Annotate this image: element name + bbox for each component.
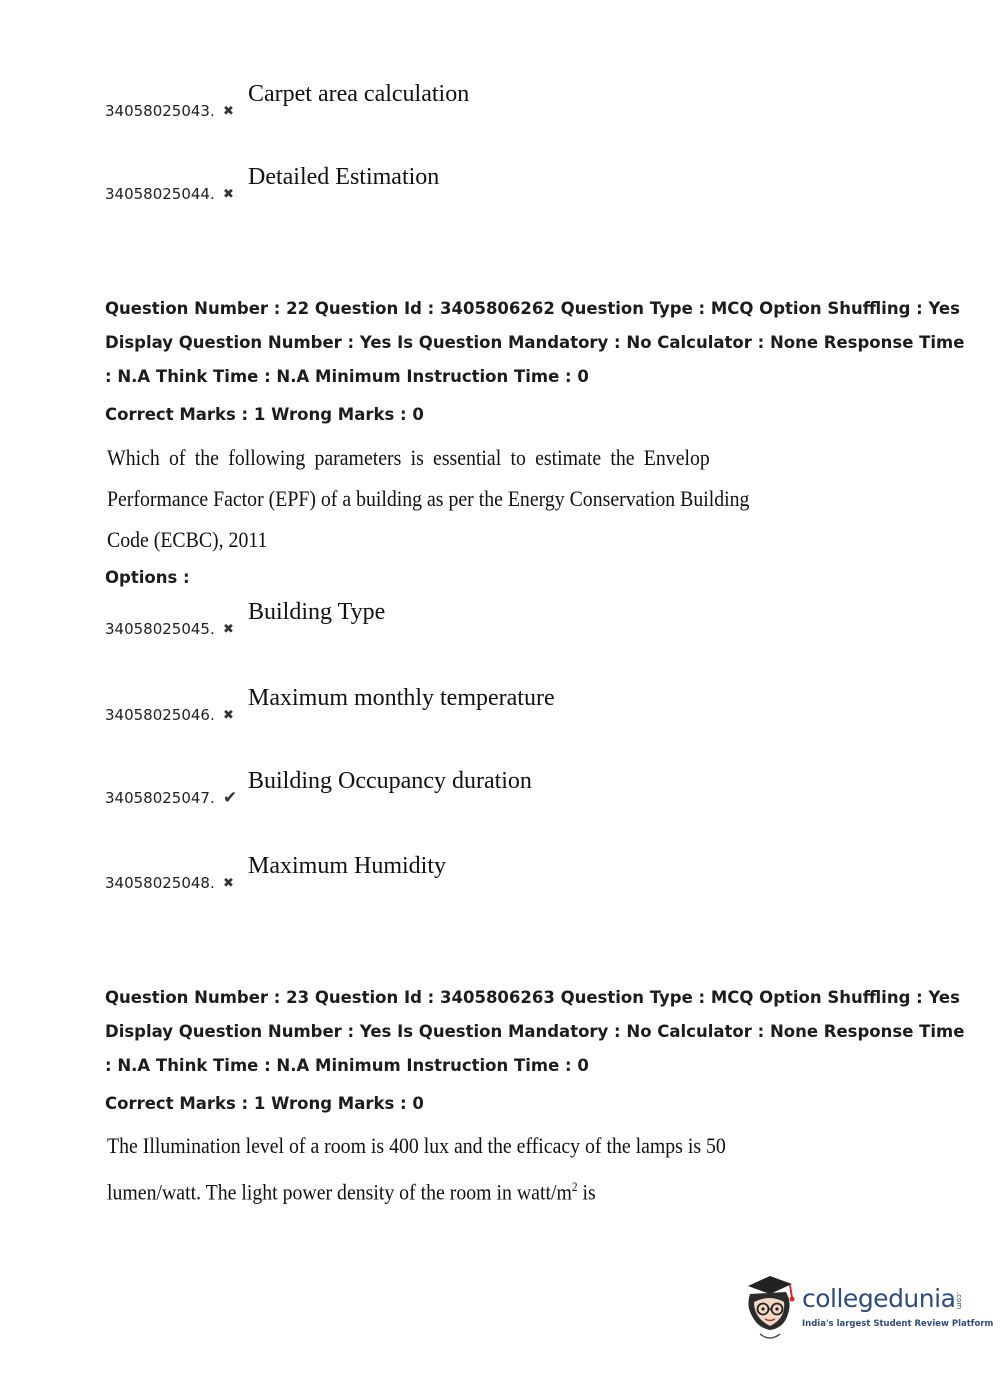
question-23-meta (105, 981, 965, 1083)
option-text: Maximum monthly temperature (248, 685, 555, 711)
question-line (107, 1166, 726, 1213)
meta-line: : N.A Think Time : N.A Minimum Instruction Time : 0 (105, 1056, 589, 1075)
question-23-marks: Correct Marks : 1 Wrong Marks : 0 (105, 1094, 424, 1113)
option-id: 34058025044. (105, 185, 215, 203)
question-22-meta (105, 292, 965, 394)
meta-line: Question Number : 22 Question Id : 3405806262 Question Type : MCQ Option Shuffling : Yes (105, 299, 960, 318)
option-row (105, 598, 805, 638)
logo-tagline: India's largest Student Review Platform (802, 1319, 994, 1329)
cross-icon: ✖ (223, 187, 234, 202)
option-id: 34058025048. (105, 874, 215, 892)
meta-line: : N.A Think Time : N.A Minimum Instruction Time : 0 (105, 367, 589, 386)
meta-line: Question Number : 23 Question Id : 3405806263 Question Type : MCQ Option Shuffling : Yes (105, 988, 960, 1007)
option-row (105, 767, 805, 807)
option-row (105, 163, 805, 203)
logo-com: .com (955, 1292, 963, 1310)
logo-name: collegedunia (802, 1284, 956, 1313)
question-line: Which of the following parameters is essential to estimate the Envelop (107, 445, 710, 470)
question-line: Performance Factor (EPF) of a building as per the Energy Conservation Building (107, 486, 750, 511)
question-22-text (107, 437, 749, 560)
option-id: 34058025047. (105, 789, 215, 807)
options-label: Options : (105, 568, 190, 587)
superscript: 2 (571, 1179, 578, 1194)
check-icon: ✔ (223, 788, 238, 808)
option-row (105, 80, 805, 120)
option-text: Maximum Humidity (248, 853, 446, 879)
option-text: Carpet area calculation (248, 81, 470, 107)
option-text: Building Occupancy duration (248, 768, 532, 794)
question-line-part: is (577, 1179, 596, 1205)
option-id: 34058025045. (105, 620, 215, 638)
meta-line: Display Question Number : Yes Is Question Mandatory : No Calculator : None Response Time (105, 1022, 965, 1041)
meta-line: Display Question Number : Yes Is Question Mandatory : No Calculator : None Response Time (105, 333, 965, 352)
option-id: 34058025043. (105, 102, 215, 120)
mascot-icon (740, 1272, 800, 1344)
question-line: The Illumination level of a room is 400 lux and the efficacy of the lamps is 50 (107, 1133, 726, 1158)
cross-icon: ✖ (223, 104, 234, 119)
option-row (105, 684, 805, 724)
cross-icon: ✖ (223, 622, 234, 637)
cross-icon: ✖ (223, 876, 234, 891)
question-22-marks: Correct Marks : 1 Wrong Marks : 0 (105, 405, 424, 424)
question-line: Code (ECBC), 2011 (107, 527, 268, 552)
option-row (105, 852, 805, 892)
option-text: Building Type (248, 599, 386, 625)
option-text: Detailed Estimation (248, 164, 440, 190)
question-23-text (107, 1125, 726, 1213)
question-line-part: lumen/watt. The light power density of the room in watt/m (107, 1179, 572, 1205)
cross-icon: ✖ (223, 708, 234, 723)
option-id: 34058025046. (105, 706, 215, 724)
collegedunia-logo (740, 1272, 994, 1344)
